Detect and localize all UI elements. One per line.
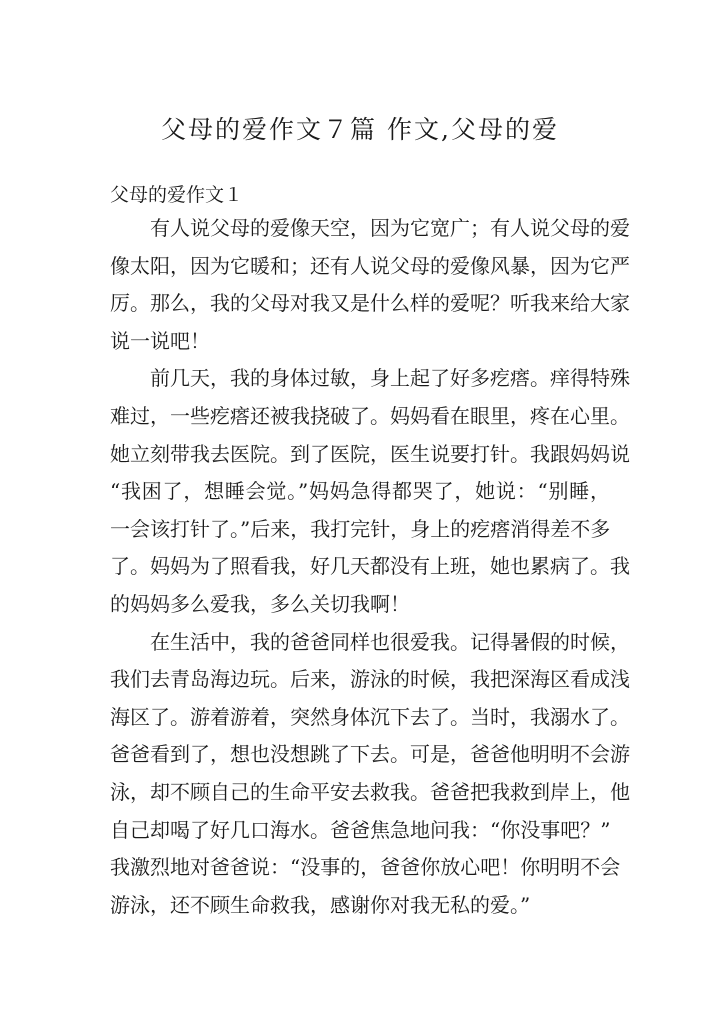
- paragraph-3: [110, 624, 630, 925]
- text-line: 了。妈妈为了照看我，好几天都没有上班，她也累病了。我: [110, 554, 630, 579]
- paragraph-2: [110, 360, 630, 623]
- text-line: 游泳，还不顾生命救我，感谢你对我无私的爱。”: [110, 892, 531, 917]
- text-line: 自己却喝了好几口海水。爸爸焦急地问我：“你没事吧？”: [110, 817, 611, 842]
- text-line: 我激烈地对爸爸说：“没事的，爸爸你放心吧！你明明不会: [110, 855, 621, 880]
- text-line: 前几天，我的身体过敏，身上起了好多疙瘩。痒得特殊: [150, 366, 630, 391]
- text-line: 海区了。游着游着，突然身体沉下去了。当时，我溺水了。: [110, 704, 630, 729]
- text-line: 有人说父母的爱像天空，因为它宽广；有人说父母的爱: [150, 216, 630, 240]
- paragraph-1: [110, 210, 630, 360]
- document-title: 父母的爱作文７篇 作文,父母的爱: [161, 115, 559, 144]
- text-line: 爸爸看到了，想也没想跳了下去。可是，爸爸他明明不会游: [110, 742, 630, 767]
- text-line: 难过，一些疙瘩还被我挠破了。妈妈看在眼里，疼在心里。: [110, 403, 630, 428]
- text-line: 她立刻带我去医院。到了医院，医生说要打针。我跟妈妈说: [110, 441, 630, 466]
- section-heading: 父母的爱作文１: [110, 184, 244, 206]
- text-line: 说一说吧！: [110, 328, 210, 353]
- text-line: 在生活中，我的爸爸同样也很爱我。记得暑假的时候，: [150, 629, 630, 654]
- text-line: 厉。那么，我的父母对我又是什么样的爱呢？听我来给大家: [110, 291, 630, 316]
- text-line: 泳，却不顾自己的生命平安去救我。爸爸把我救到岸上，他: [110, 779, 630, 804]
- text-line: 一会该打针了。”后来，我打完针，身上的疙瘩消得差不多: [110, 516, 611, 541]
- text-line: 我们去青岛海边玩。后来，游泳的时候，我把深海区看成浅: [110, 667, 630, 692]
- text-line: 像太阳，因为它暖和；还有人说父母的爱像风暴，因为它严: [110, 253, 630, 278]
- essay-body: [110, 210, 630, 924]
- text-line: “我困了，想睡会觉。”妈妈急得都哭了，她说：“别睡，: [110, 479, 610, 504]
- text-line: 的妈妈多么爱我，多么关切我啊！: [110, 591, 410, 616]
